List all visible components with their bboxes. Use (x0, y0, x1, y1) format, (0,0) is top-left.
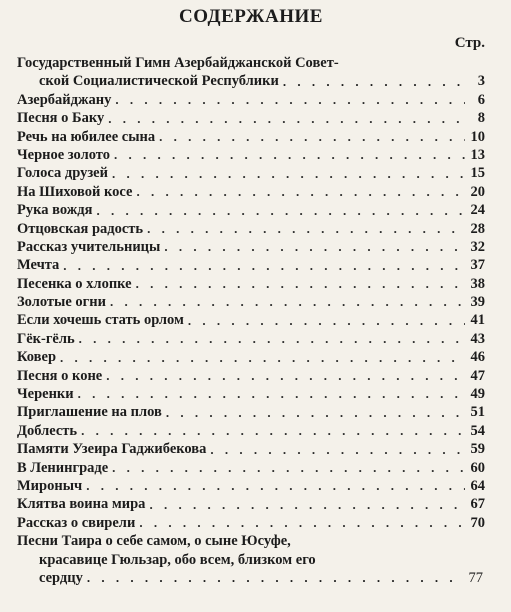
toc-entry-title: Памяти Узеира Гаджибекова (17, 441, 207, 458)
leader-dots (188, 312, 465, 330)
leader-dots (210, 441, 465, 459)
toc-entry-line: Государственный Гимн Азербайджанской Совет- (17, 55, 339, 71)
toc-page-number: 77 (468, 569, 483, 586)
toc-entry-title: Рассказ учительницы (17, 238, 161, 255)
toc-entry-title: Песня о Баку (17, 110, 105, 127)
toc-page-number: 47 (470, 367, 485, 384)
toc-page-number: 49 (470, 386, 485, 403)
toc-entry[interactable] (17, 311, 485, 329)
toc-page-number: 37 (470, 257, 485, 274)
leader-dots (96, 202, 465, 220)
leader-dots (86, 477, 465, 495)
toc-entry-title: Мироныч (17, 477, 83, 494)
toc-page-number: 10 (470, 128, 485, 145)
toc-entry-line: Песни Таира о себе самом, о сыне Юсуфе, (17, 533, 291, 550)
toc-entry-title: Мечта (17, 257, 60, 274)
toc-entry-title: Отцовская радость (17, 220, 144, 237)
leader-dots (115, 91, 465, 109)
toc-page-number: 38 (470, 275, 485, 292)
toc-entry-title: Голоса друзей (17, 165, 108, 182)
leader-dots (112, 459, 465, 477)
toc-page-number: 64 (470, 477, 485, 494)
toc-page-number: 70 (470, 514, 485, 531)
toc-page-number: 32 (470, 238, 485, 255)
toc-entry-title: Золотые огни (17, 294, 106, 311)
leader-dots (63, 257, 465, 275)
toc-entry[interactable] (17, 146, 485, 164)
page-column-header: Стр. (454, 35, 485, 51)
toc-entry-title: Доблесть (17, 422, 78, 439)
toc-entry[interactable] (17, 495, 485, 513)
toc-page-number: 6 (477, 91, 485, 108)
leader-dots (147, 220, 465, 238)
toc-entry-line: красавице Гюльзар, обо всем, близком его (39, 551, 316, 568)
leader-dots (136, 183, 465, 201)
leader-dots (283, 73, 465, 91)
leader-dots (108, 110, 465, 128)
toc-page-number: 59 (470, 441, 485, 458)
toc-page-number: 15 (470, 165, 485, 182)
toc-page-number: 51 (470, 404, 485, 421)
toc-entry-title: В Ленинграде (17, 459, 109, 476)
leader-dots (166, 404, 465, 422)
leader-dots (81, 422, 465, 440)
toc-entry-title: На Шиховой косе (17, 183, 133, 200)
toc-entry-title: Гёк-гёль (17, 330, 75, 347)
leader-dots (139, 514, 465, 532)
toc-page-number: 54 (470, 422, 485, 439)
toc-entry-title: Клятва воина мира (17, 496, 146, 513)
toc-entry[interactable] (17, 128, 485, 146)
toc-entry-title: Ковер (17, 349, 57, 366)
toc-entry-title: Приглашение на плов (17, 404, 162, 421)
toc-page-number: 8 (477, 110, 485, 127)
toc-entry[interactable] (17, 440, 485, 458)
toc-page-number: 46 (470, 349, 485, 366)
toc-entry[interactable] (17, 164, 485, 182)
toc-page-number: 39 (470, 294, 485, 311)
toc-page-number: 28 (470, 220, 485, 237)
toc-entry[interactable] (17, 54, 485, 91)
leader-dots (110, 293, 465, 311)
toc-page-number: 20 (470, 183, 485, 200)
table-of-contents (17, 54, 485, 587)
toc-entry[interactable] (17, 330, 485, 348)
leader-dots (87, 569, 463, 587)
toc-entry-title: Рассказ о свирели (17, 514, 136, 531)
leader-dots (60, 349, 465, 367)
toc-page-number: 41 (470, 312, 485, 329)
toc-entry[interactable] (17, 403, 485, 421)
toc-page-number: 43 (470, 330, 485, 347)
toc-entry[interactable] (17, 348, 485, 366)
toc-entry[interactable] (17, 256, 485, 274)
leader-dots (164, 238, 465, 256)
toc-entry[interactable] (17, 183, 485, 201)
leader-dots (114, 146, 465, 164)
toc-page-number: 67 (470, 496, 485, 513)
toc-entry-title: Черное золото (17, 146, 110, 163)
toc-entry[interactable] (17, 477, 485, 495)
toc-entry[interactable] (17, 238, 485, 256)
toc-entry-title: Черенки (17, 386, 74, 403)
toc-entry[interactable] (17, 514, 485, 532)
toc-page-number: 13 (470, 146, 485, 163)
toc-entry-title: Песенка о хлопке (17, 275, 132, 292)
leader-dots (112, 165, 465, 183)
toc-entry-title: Азербайджану (17, 91, 112, 108)
toc-entry[interactable] (17, 275, 485, 293)
toc-entry[interactable] (17, 109, 485, 127)
toc-entry-title: Рука вождя (17, 202, 93, 219)
toc-entry-title: Песня о коне (17, 367, 103, 384)
toc-entry-line: ской Социалистической Республики (39, 73, 279, 90)
toc-entry[interactable] (17, 220, 485, 238)
toc-entry-title: Если хочешь стать орлом (17, 312, 184, 329)
toc-entry[interactable] (17, 422, 485, 440)
toc-entry[interactable] (17, 201, 485, 219)
toc-entry[interactable] (17, 293, 485, 311)
toc-page-number: 60 (470, 459, 485, 476)
leader-dots (106, 367, 465, 385)
toc-entry[interactable] (17, 367, 485, 385)
leader-dots (159, 128, 465, 146)
toc-entry-line: сердцу (39, 569, 83, 586)
page-title: СОДЕРЖАНИЕ (179, 6, 323, 27)
leader-dots (149, 496, 465, 514)
toc-entry[interactable] (17, 385, 485, 403)
toc-entry[interactable] (17, 459, 485, 477)
leader-dots (136, 275, 465, 293)
toc-entry[interactable] (17, 532, 485, 587)
leader-dots (78, 385, 465, 403)
toc-entry[interactable] (17, 91, 485, 109)
leader-dots (79, 330, 465, 348)
toc-page-number: 3 (477, 73, 485, 90)
toc-page-number: 24 (470, 202, 485, 219)
toc-entry-title: Речь на юбилее сына (17, 128, 156, 145)
